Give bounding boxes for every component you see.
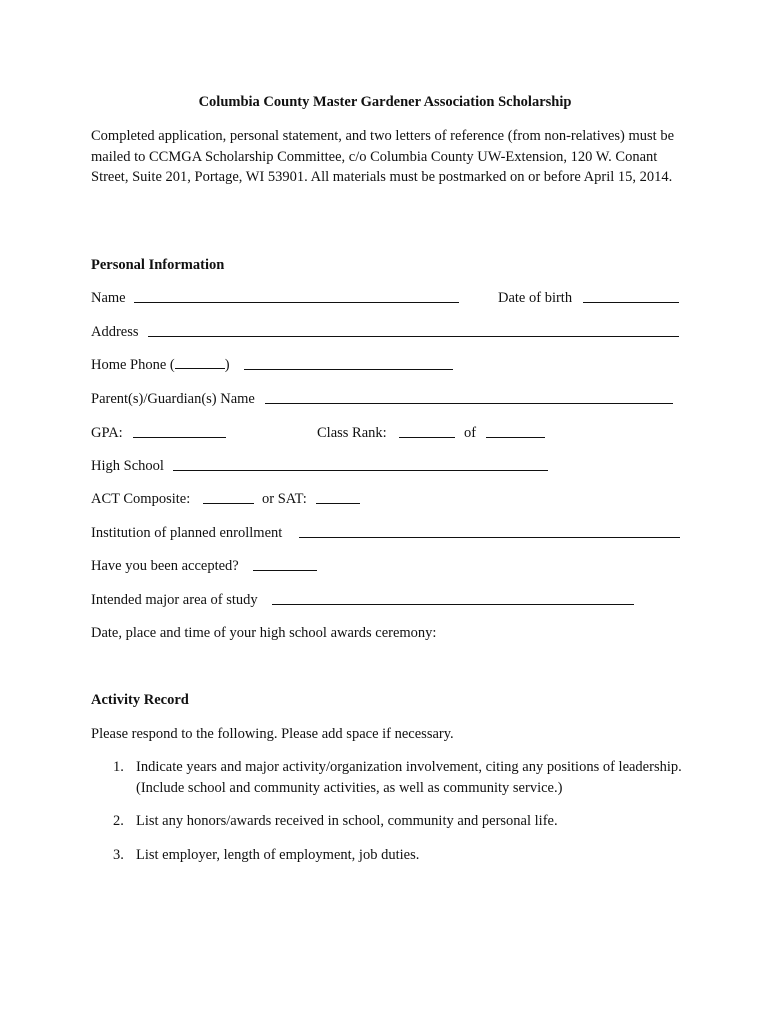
accepted-label: Have you been accepted? (91, 558, 239, 574)
class-rank-field[interactable] (399, 437, 455, 438)
name-label: Name (91, 290, 126, 306)
guardian-label: Parent(s)/Guardian(s) Name (91, 391, 255, 407)
list-item-number: 3. (113, 846, 124, 863)
major-field[interactable] (272, 604, 634, 605)
institution-field[interactable] (299, 537, 680, 538)
list-item-number: 1. (113, 759, 124, 775)
name-field[interactable] (134, 302, 459, 303)
gpa-label: GPA: (91, 425, 123, 441)
address-field[interactable] (148, 336, 679, 337)
class-size-field[interactable] (486, 437, 545, 438)
activity-instructions: Please respond to the following. Please add space if necessary. (91, 726, 454, 742)
phone-close-paren: ) (224, 357, 230, 373)
intro-paragraph: Completed application, personal statement, and two letters of reference (from non-relatives) must be mailed to CCMGA Scholarship Committee, c/o Columbia County UW-Extension, 120 W. Conant Street, Suite 201, Portage, WI 53901. All materials must be postmarked on or before April 15, 2014. (91, 128, 675, 185)
list-item-text: List any honors/awards received in school, community and personal life. (136, 813, 558, 829)
form-title: Columbia County Master Gardener Association Scholarship (198, 94, 572, 110)
sat-label: or SAT: (262, 491, 307, 507)
act-field[interactable] (203, 503, 254, 504)
list-item (91, 757, 691, 798)
activity-record-heading: Activity Record (91, 692, 189, 708)
of-label: of (464, 425, 477, 441)
list-item (91, 811, 691, 832)
accepted-field[interactable] (253, 570, 317, 571)
area-code-field[interactable] (175, 356, 225, 369)
list-item-number: 2. (113, 813, 124, 829)
personal-info-heading: Personal Information (91, 257, 225, 273)
list-item (91, 845, 691, 866)
institution-label: Institution of planned enrollment (91, 525, 283, 541)
dob-label: Date of birth (498, 290, 573, 306)
major-label: Intended major area of study (91, 592, 258, 608)
address-label: Address (91, 324, 139, 340)
gpa-field[interactable] (133, 437, 226, 438)
activity-list (91, 757, 691, 878)
list-item-text: Indicate years and major activity/organization involvement, citing any positions of leadership. (Include school and community activities, as well as community service.) (136, 759, 682, 796)
dob-field[interactable] (583, 302, 679, 303)
phone-label (91, 356, 230, 374)
ceremony-label: Date, place and time of your high school awards ceremony: (91, 625, 437, 641)
guardian-name-field[interactable] (265, 403, 673, 404)
phone-number-field[interactable] (244, 369, 453, 370)
class-rank-label: Class Rank: (317, 425, 387, 441)
list-item-text: List employer, length of employment, job duties. (136, 846, 420, 863)
sat-field[interactable] (316, 503, 360, 504)
act-label: ACT Composite: (91, 491, 191, 507)
high-school-label: High School (91, 458, 164, 474)
high-school-field[interactable] (173, 470, 548, 471)
phone-label-text: Home Phone ( (91, 357, 175, 373)
